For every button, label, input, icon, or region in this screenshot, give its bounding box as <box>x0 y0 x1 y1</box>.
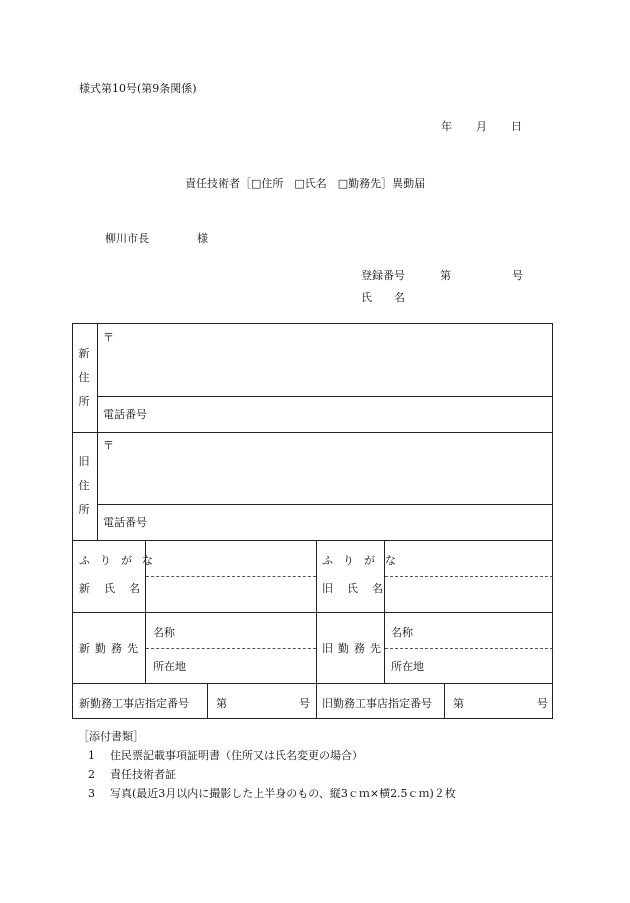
col-divider <box>444 683 445 719</box>
form-number: 様式第10号(第9条関係) <box>79 82 197 95</box>
new-workplace-label: 新勤務先 <box>79 642 143 655</box>
attachment-text: 写真(最近3月以内に撮影した上半身のもの、縦3ｃｍ×横2.5ｃｍ)２枚 <box>110 787 456 800</box>
old-contractor-go: 号 <box>537 697 548 710</box>
old-postal-mark: 〒 <box>103 439 114 452</box>
attachment-number: 3 <box>88 787 95 800</box>
old-contractor-label: 旧勤務工事店指定番号 <box>322 697 432 710</box>
dashed-divider <box>385 648 553 649</box>
old-name-label: 旧氏名 <box>322 582 397 595</box>
old-furigana-label: ふりがな <box>322 554 406 567</box>
old-workplace-label: 旧勤務先 <box>322 642 386 655</box>
new-contractor-go: 号 <box>299 697 310 710</box>
row-divider <box>97 396 553 397</box>
old-phone-label: 電話番号 <box>103 516 147 529</box>
attachments-section <box>78 727 456 803</box>
old-workplace-location-label: 所在地 <box>391 660 424 673</box>
attachment-text: 住民票記載事項証明書（住所又は氏名変更の場合） <box>110 749 363 762</box>
col-divider <box>207 683 208 719</box>
registration-dai: 第 <box>440 269 451 282</box>
attachments-heading: ［添付書類］ <box>78 730 144 743</box>
honorific: 様 <box>197 232 208 245</box>
attachment-item <box>78 746 456 765</box>
new-address-label: 新住所 <box>78 347 90 408</box>
row-divider <box>73 432 553 433</box>
row-divider <box>73 683 553 684</box>
dashed-divider <box>385 576 553 577</box>
name-label: 氏 名 <box>361 291 405 304</box>
dashed-divider <box>146 576 316 577</box>
col-divider <box>316 540 317 719</box>
col-divider <box>97 324 98 540</box>
old-workplace-name-label: 名称 <box>391 626 413 639</box>
date-year: 年 <box>441 120 452 133</box>
attachment-item <box>78 784 456 803</box>
new-furigana-label: ふりがな <box>79 554 163 567</box>
change-form-table <box>72 323 553 719</box>
new-phone-label: 電話番号 <box>103 408 147 421</box>
registration-label: 登録番号 <box>361 269 405 282</box>
new-name-label: 新氏名 <box>79 582 154 595</box>
date-day: 日 <box>511 120 522 133</box>
dashed-divider <box>146 648 316 649</box>
new-workplace-location-label: 所在地 <box>153 660 186 673</box>
new-contractor-label: 新勤務工事店指定番号 <box>79 697 189 710</box>
addressee: 柳川市長 <box>105 232 149 245</box>
attachment-item <box>78 765 456 784</box>
attachment-text: 責任技術者証 <box>110 768 176 781</box>
registration-go: 号 <box>512 269 523 282</box>
old-contractor-dai: 第 <box>453 697 464 710</box>
attachment-number: 2 <box>88 768 95 781</box>
attachment-number: 1 <box>88 749 95 762</box>
row-divider <box>97 504 553 505</box>
old-address-label: 旧住所 <box>78 455 90 516</box>
document-title: 責任技術者［□住所 □氏名 □勤務先］異動届 <box>185 177 426 190</box>
new-workplace-name-label: 名称 <box>153 626 175 639</box>
new-postal-mark: 〒 <box>103 331 114 344</box>
date-month: 月 <box>476 120 487 133</box>
new-contractor-dai: 第 <box>216 697 227 710</box>
